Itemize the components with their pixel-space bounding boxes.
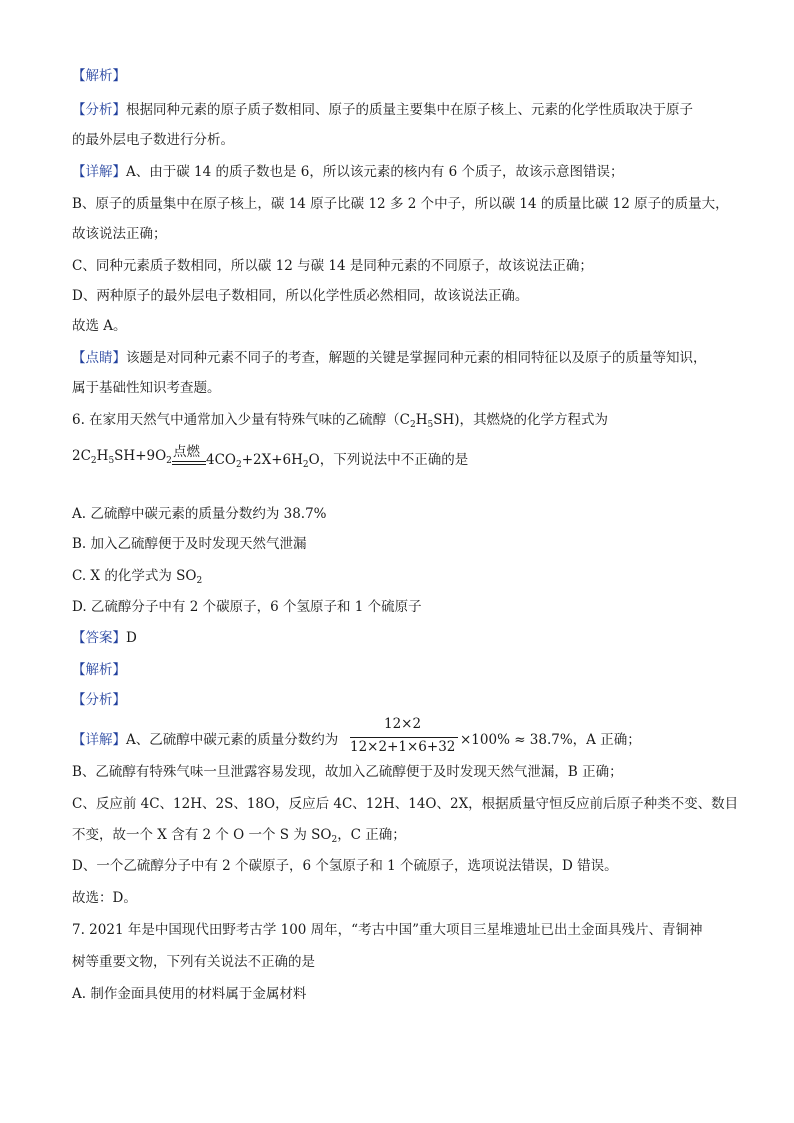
q6-option-a: A. 乙硫醇中碳元素的质量分数约为 38.7% bbox=[72, 506, 327, 522]
q5-b-line-1: B、原子的质量集中在原子核上，碳 14 原子比碳 12 多 2 个中子，所以碳 14 的质量比碳 12 原子的质量大， bbox=[72, 196, 729, 212]
q6-xiangjie-a-pre: A、乙硫醇中碳元素的质量分数约为 bbox=[126, 732, 339, 748]
q5-c-line: C、同种元素质子数相同，所以碳 12 与碳 14 是同种元素的不同原子，故该说法正确； bbox=[72, 258, 593, 274]
q5-conclusion: 故选 A。 bbox=[72, 318, 127, 334]
daan-label: 【答案】 bbox=[72, 630, 126, 646]
q6-b-line: B、乙硫醇有特殊气味一旦泄露容易发现，故加入乙硫醇便于及时发现天然气泄漏，B 正确； bbox=[72, 764, 623, 780]
q5-fenxi-text-1: 根据同种元素的原子质子数相同、原子的质量主要集中在原子核上、元素的化学性质取决于原子 bbox=[126, 102, 693, 118]
q6-option-b: B. 加入乙硫醇便于及时发现天然气泄漏 bbox=[72, 536, 307, 552]
jiexi-label: 【解析】 bbox=[72, 68, 126, 84]
q5-dianjing-text-1: 该题是对同种元素不同子的考查，解题的关键是掌握同种元素的相同特征以及原子的质量等知识， bbox=[126, 350, 707, 366]
fraction-denominator: 12×2+1×6+32 bbox=[350, 739, 456, 755]
q5-b-line-2: 故该说法正确； bbox=[72, 226, 167, 242]
q6-xiangjie-a-post: ×100% ≈ 38.7%，A 正确； bbox=[460, 732, 641, 748]
q5-fenxi-line-1 bbox=[72, 100, 693, 120]
q6-chemical-equation bbox=[72, 440, 712, 480]
q6-conclusion: 故选：D。 bbox=[72, 890, 137, 906]
fenxi-label: 【分析】 bbox=[72, 102, 126, 118]
q7-option-a: A. 制作金面具使用的材料属于金属材料 bbox=[72, 986, 307, 1002]
equation-bar-top bbox=[172, 461, 206, 462]
q7-stem-line-1: 7. 2021 年是中国现代田野考古学 100 周年，“考古中国”重大项目三星堆遗址已出土金面具残片、青铜神 bbox=[72, 922, 703, 938]
q6-c-line-2: 不变，故一个 X 含有 2 个 O 一个 S 为 $SO_2$，C 正确； bbox=[72, 827, 406, 845]
dianjing-label: 【点睛】 bbox=[72, 350, 126, 366]
q5-d-line: D、两种原子的最外层电子数相同，所以化学性质必然相同，故该说法正确。 bbox=[72, 288, 529, 304]
q6-jiexi-label: 【解析】 bbox=[72, 662, 126, 678]
q6-d-line: D、一个乙硫醇分子中有 2 个碳原子，6 个氢原子和 1 个硫原子，选项说法错误，D 错误。 bbox=[72, 858, 618, 874]
reaction-condition: 点燃 bbox=[173, 444, 200, 460]
xiangjie-label: 【详解】 bbox=[72, 164, 126, 180]
q6-stem: 6. 在家用天然气中通常加入少量有特殊气味的乙硫醇$(C_2H_5SH)$，其燃烧的化学方程式为 bbox=[72, 412, 609, 430]
q5-xiangjie-line bbox=[72, 162, 624, 182]
equation-bar-bottom bbox=[172, 464, 206, 465]
q6-answer-line bbox=[72, 628, 137, 648]
q6-c-line-1: C、反应前 4C、12H、2S、18O，反应后 4C、12H、14O、2X，根据质量守恒反应前后原子种类不变、数目 bbox=[72, 796, 739, 812]
q6-option-c: C. X 的化学式为 $SO_2$ bbox=[72, 568, 203, 586]
fraction-numerator: 12×2 bbox=[384, 716, 422, 732]
q6-answer: D bbox=[126, 630, 137, 646]
fraction-bar bbox=[350, 737, 458, 738]
q6-option-d: D. 乙硫醇分子中有 2 个碳原子，6 个氢原子和 1 个硫原子 bbox=[72, 599, 422, 615]
equation-products: $4CO_2+2X+6H_2O$，下列说法中不正确的是 bbox=[206, 452, 469, 470]
q6-xiangjie-a-line bbox=[72, 716, 732, 760]
q5-dianjing-text-2: 属于基础性知识考查题。 bbox=[72, 380, 221, 396]
q7-stem-line-2: 树等重要文物，下列有关说法不正确的是 bbox=[72, 954, 315, 970]
q6-fenxi-label: 【分析】 bbox=[72, 692, 126, 708]
q5-dianjing-line-1 bbox=[72, 348, 707, 368]
q6-xiangjie-label: 【详解】 bbox=[72, 732, 126, 748]
q5-xiangjie-a: A、由于碳 14 的质子数也是 6，所以该元素的核内有 6 个质子，故该示意图错误； bbox=[126, 164, 624, 180]
q5-fenxi-text-2: 的最外层电子数进行分析。 bbox=[72, 132, 234, 148]
equation-reactants: $2C_2H_5SH+9O_2$ bbox=[72, 448, 172, 466]
